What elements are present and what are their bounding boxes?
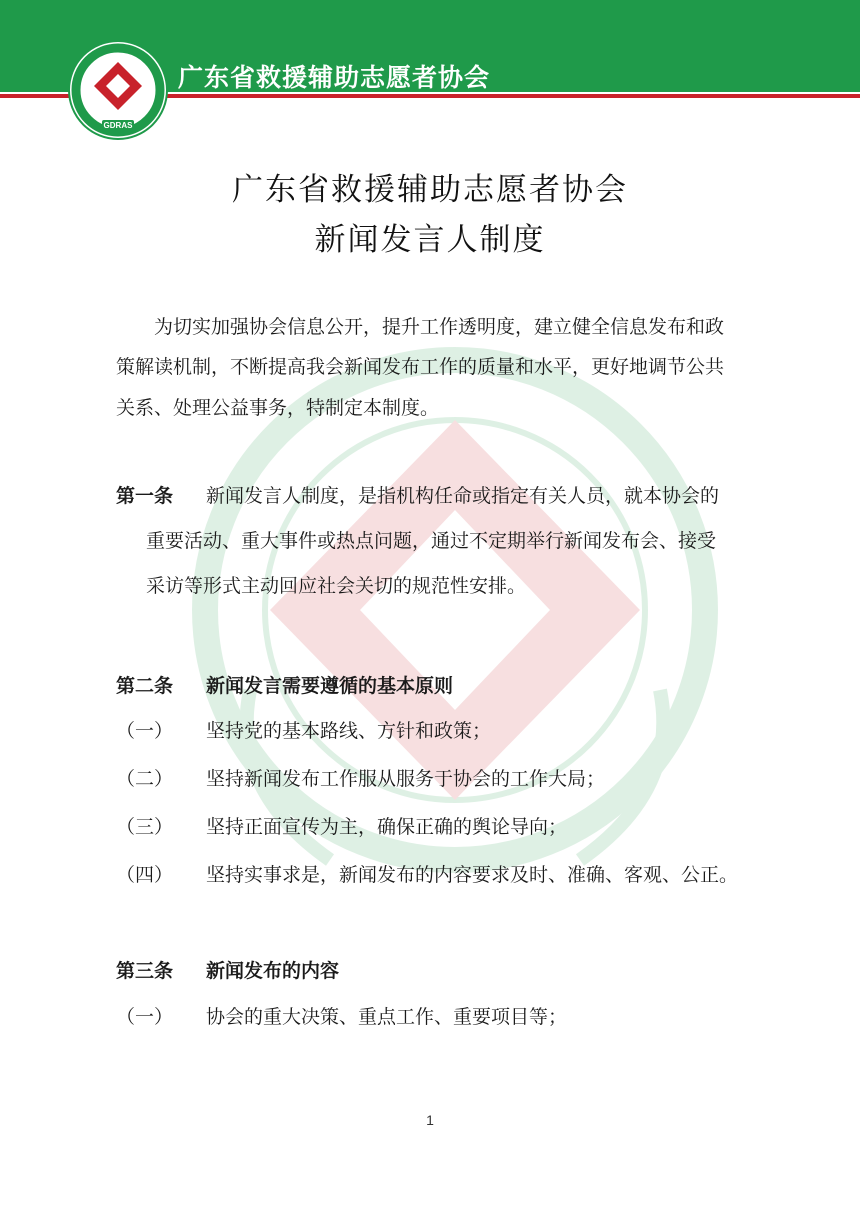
list-item-number: （二） [116, 768, 174, 790]
document-title-line1: 广东省救援辅助志愿者协会 [232, 172, 628, 208]
intro-line: 策解读机制，不断提高我会新闻发布工作的质量和水平，更好地调节公共 [116, 356, 725, 378]
list-item-text: 坚持党的基本路线、方针和政策； [206, 720, 492, 742]
header-org-name: 广东省救援辅助志愿者协会 [178, 63, 491, 92]
article1-line: 重要活动、重大事件或热点问题，通过不定期举行新闻发布会、接受 [146, 530, 717, 552]
article3-heading: 新闻发布的内容 [206, 960, 340, 982]
article1-line: 新闻发言人制度，是指机构任命或指定有关人员，就本协会的 [206, 485, 720, 507]
intro-line: 为切实加强协会信息公开，提升工作透明度，建立健全信息发布和政 [154, 316, 725, 338]
list-item-number: （四） [116, 864, 174, 886]
article2-heading: 新闻发言需要遵循的基本原则 [206, 675, 454, 697]
article2-label: 第二条 [116, 675, 174, 697]
intro-line: 关系、处理公益事务，特制定本制度。 [116, 397, 440, 419]
list-item-text: 坚持新闻发布工作服从服务于协会的工作大局； [206, 768, 606, 790]
list-item-text: 坚持实事求是，新闻发布的内容要求及时、准确、客观、公正。 [206, 864, 739, 886]
article1-label: 第一条 [116, 485, 174, 507]
list-item-text: 协会的重大决策、重点工作、重要项目等； [206, 1006, 568, 1028]
logo-abbr: GDRAS [103, 121, 133, 130]
article3-label: 第三条 [116, 960, 174, 982]
gdras-logo [68, 40, 168, 140]
document-title-line2: 新闻发言人制度 [314, 222, 546, 258]
article1-line: 采访等形式主动回应社会关切的规范性安排。 [146, 575, 527, 597]
list-item-number: （一） [116, 1006, 174, 1028]
list-item-number: （三） [116, 816, 174, 838]
page-number: 1 [426, 1112, 434, 1128]
list-item-number: （一） [116, 720, 174, 742]
list-item-text: 坚持正面宣传为主，确保正确的舆论导向； [206, 816, 568, 838]
